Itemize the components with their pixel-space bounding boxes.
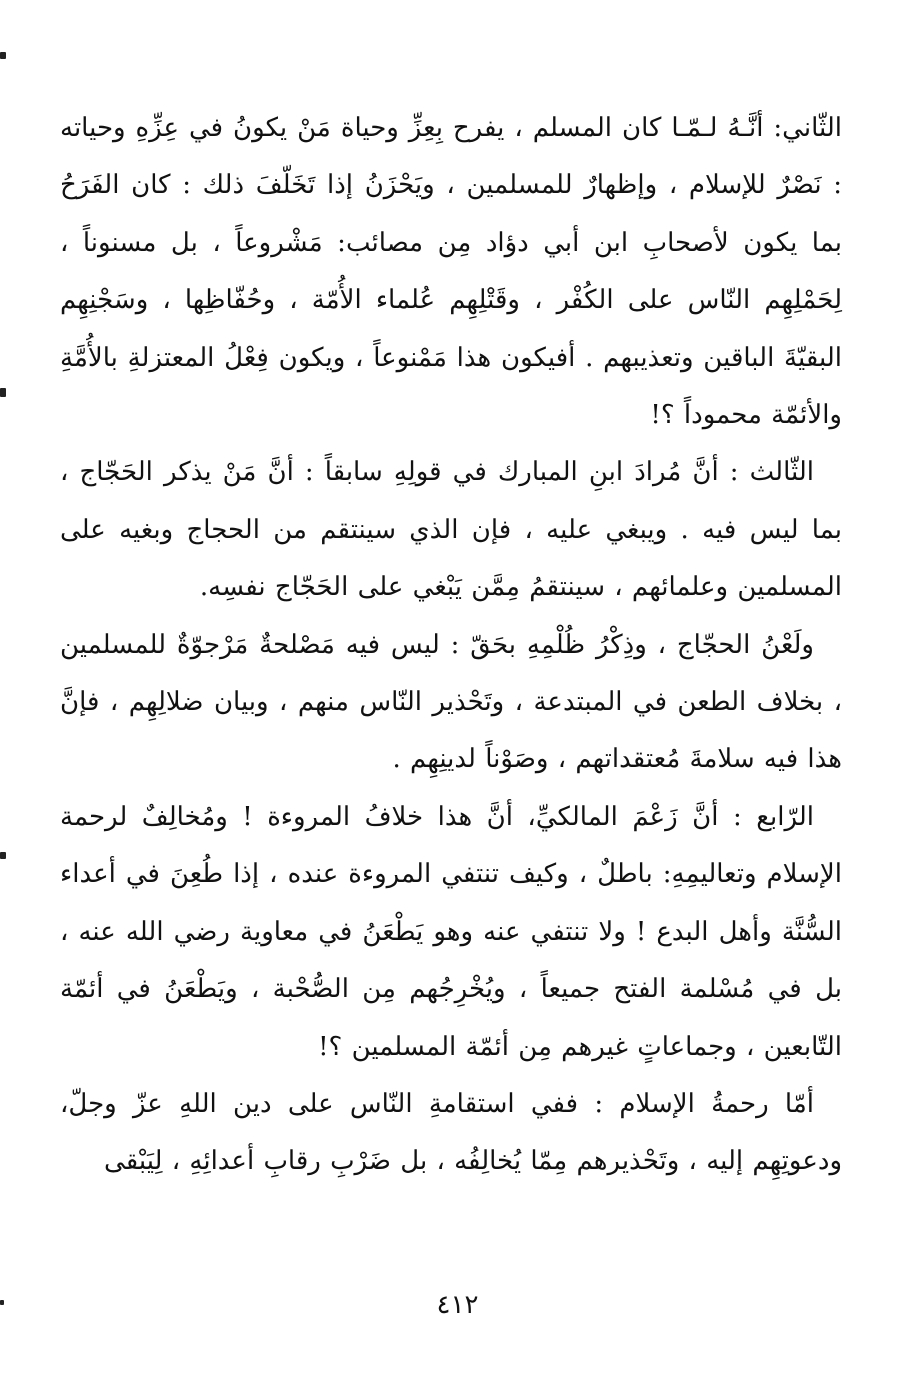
paragraph-fourth-point: الرّابع : أنَّ زَعْمَ المالكيِّ، أنَّ هذا خلافُ المروءة ! ومُخالِفٌ لرحمة الإسلام وتعاليمِهِ: باطلٌ ، وكيف تنتفي المروءة عنده ، إذا طُعِنَ في أعداء السُّنَّة وأهل البدع ! ولا تنتفي عنه وهو يَطْعَنُ في معاوية رضي الله عنه ، بل في مُسْلمة الفتح جميعاً ، ويُخْرِجُهم مِن الصُّحْبة ، ويَطْعَنُ في أئمّة التّابعين ، وجماعاتٍ غيرهم مِن أئمّة المسلمين ؟! (60, 801, 842, 1062)
scan-edge-mark (0, 388, 6, 397)
paragraph-second-point: الثّاني: أنَّـهُ لـمّـا كان المسلم ، يفرح بِعِزِّ وحياة مَنْ يكونُ في عِزِّهِ وحياته : نَصْرٌ للإسلام ، وإظهارٌ للمسلمين ، ويَحْزَنُ إذا تَخَلّفَ ذلك : كان الفَرَحُ بما يكون لأصحابِ ابن أبي دؤاد مِن مصائب: مَشْروعاً ، بل مسنوناً ، لِحَمْلِهِم النّاس على الكُفْر ، وقَتْلِهِم عُلماء الأُمّة ، وحُفّاظِها ، وسَجْنِهِم البقيّةَ الباقين وتعذيبهم . أفيكون هذا مَمْنوعاً ، ويكون فِعْلُ المعتزلةِ بالأُمَّةِ والأئمّة محموداً ؟! (60, 113, 842, 431)
page-number: ٤١٢ (436, 1290, 479, 1320)
paragraph-mercy-of-islam: أمّا رحمةُ الإسلام : ففي استقامةِ النّاس على دين اللهِ عزّ وجلّ، ودعوتِهِم إليه ، وتَحْذيرهم مِمّا يُخالِفُه ، بل ضَرْبِ رقابِ أعدائِهِ ، لِيَبْقى (60, 1088, 842, 1177)
paragraph-third-point: الثّالث : أنَّ مُرادَ ابنِ المبارك في قولِهِ سابقاً : أنَّ مَنْ يذكر الحَجّاج ، بما ليس فيه . ويبغي عليه ، فإن الذي سينتقم من الحجاج وبغيه على المسلمين وعلمائهم ، سينتقمُ مِمَّن يَبْغي على الحَجّاج نفسِه. (60, 457, 842, 603)
body-text (60, 100, 842, 1191)
scan-edge-mark (0, 52, 6, 59)
paragraph-hajjaj-curse: ولَعْنُ الحجّاج ، وذِكْرُ ظُلْمِهِ بحَقّ : ليس فيه مَصْلحةٌ مَرْجوّةٌ للمسلمين ، بخلاف الطعن في المبتدعة ، وتَحْذير النّاس منهم ، وبيان ضلالِهِم ، فإنَّ هذا فيه سلامةَ مُعتقداتهم ، وصَوْناً لدينِهِم . (60, 629, 842, 775)
scan-edge-mark (0, 852, 6, 859)
